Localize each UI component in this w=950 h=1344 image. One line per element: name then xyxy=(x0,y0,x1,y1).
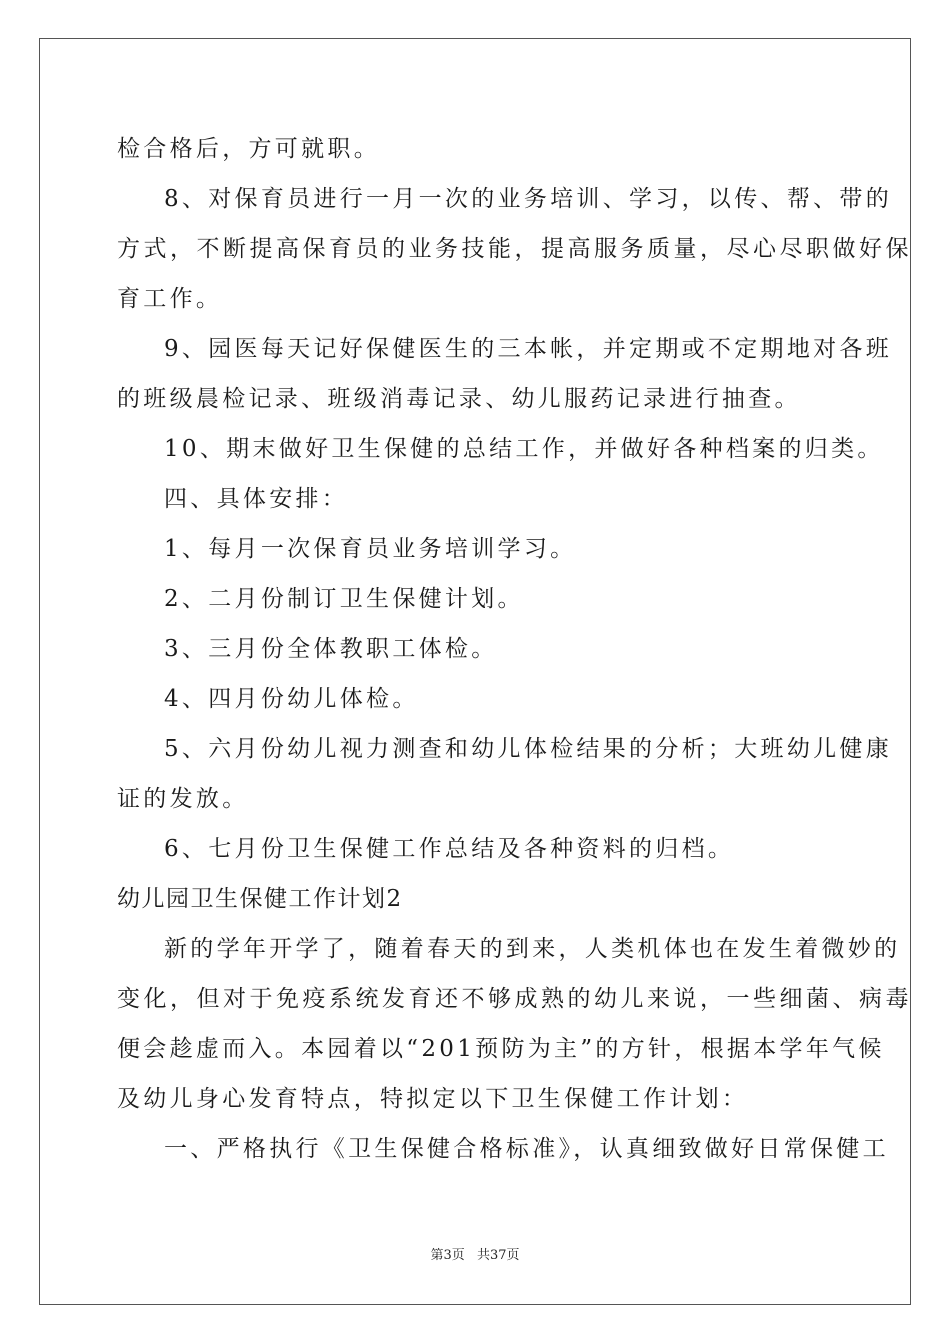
text-line: 及幼儿身心发育特点，特拟定以下卫生保健工作计划： xyxy=(117,1086,749,1112)
list-item: 4、四月份幼儿体检。 xyxy=(164,686,419,712)
text-line: 新的学年开学了，随着春天的到来，人类机体也在发生着微妙的 xyxy=(164,936,901,962)
text-line: 便会趁虚而入。本园着以“201预防为主”的方针，根据本学年气候 xyxy=(117,1036,885,1062)
document-body xyxy=(117,124,912,1174)
list-item: 2、二月份制订卫生保健计划。 xyxy=(164,586,524,612)
list-item: 5、六月份幼儿视力测查和幼儿体检结果的分析；大班幼儿健康 xyxy=(164,736,893,762)
text-line: 8、对保育员进行一月一次的业务培训、学习，以传、帮、带的 xyxy=(164,186,893,212)
page-total: 共37页 xyxy=(476,1248,520,1263)
list-item: 1、每月一次保育员业务培训学习。 xyxy=(164,536,577,562)
text-line: 9、园医每天记好保健医生的三本帐，并定期或不定期地对各班 xyxy=(164,336,893,362)
list-item: 3、三月份全体教职工体检。 xyxy=(164,636,498,662)
text-line: 方式，不断提高保育员的业务技能，提高服务质量，尽心尽职做好保 xyxy=(117,236,912,262)
text-line: 育工作。 xyxy=(117,286,223,312)
text-line: 变化，但对于免疫系统发育还不够成熟的幼儿来说，一些细菌、病毒 xyxy=(117,986,912,1012)
document-subtitle: 幼儿园卫生保健工作计划2 xyxy=(117,886,403,912)
text-line: 10、期末做好卫生保健的总结工作，并做好各种档案的归类。 xyxy=(164,436,884,462)
page-footer xyxy=(0,1244,950,1263)
section-heading: 四、具体安排： xyxy=(164,486,349,512)
text-line: 的班级晨检记录、班级消毒记录、幼儿服药记录进行抽查。 xyxy=(117,386,801,412)
list-item: 6、七月份卫生保健工作总结及各种资料的归档。 xyxy=(164,836,735,862)
text-line: 一、严格执行《卫生保健合格标准》，认真细致做好日常保健工 xyxy=(164,1136,889,1162)
page-number: 第3页 xyxy=(430,1248,465,1263)
text-line: 证的发放。 xyxy=(117,786,249,812)
text-line: 检合格后，方可就职。 xyxy=(117,136,380,162)
